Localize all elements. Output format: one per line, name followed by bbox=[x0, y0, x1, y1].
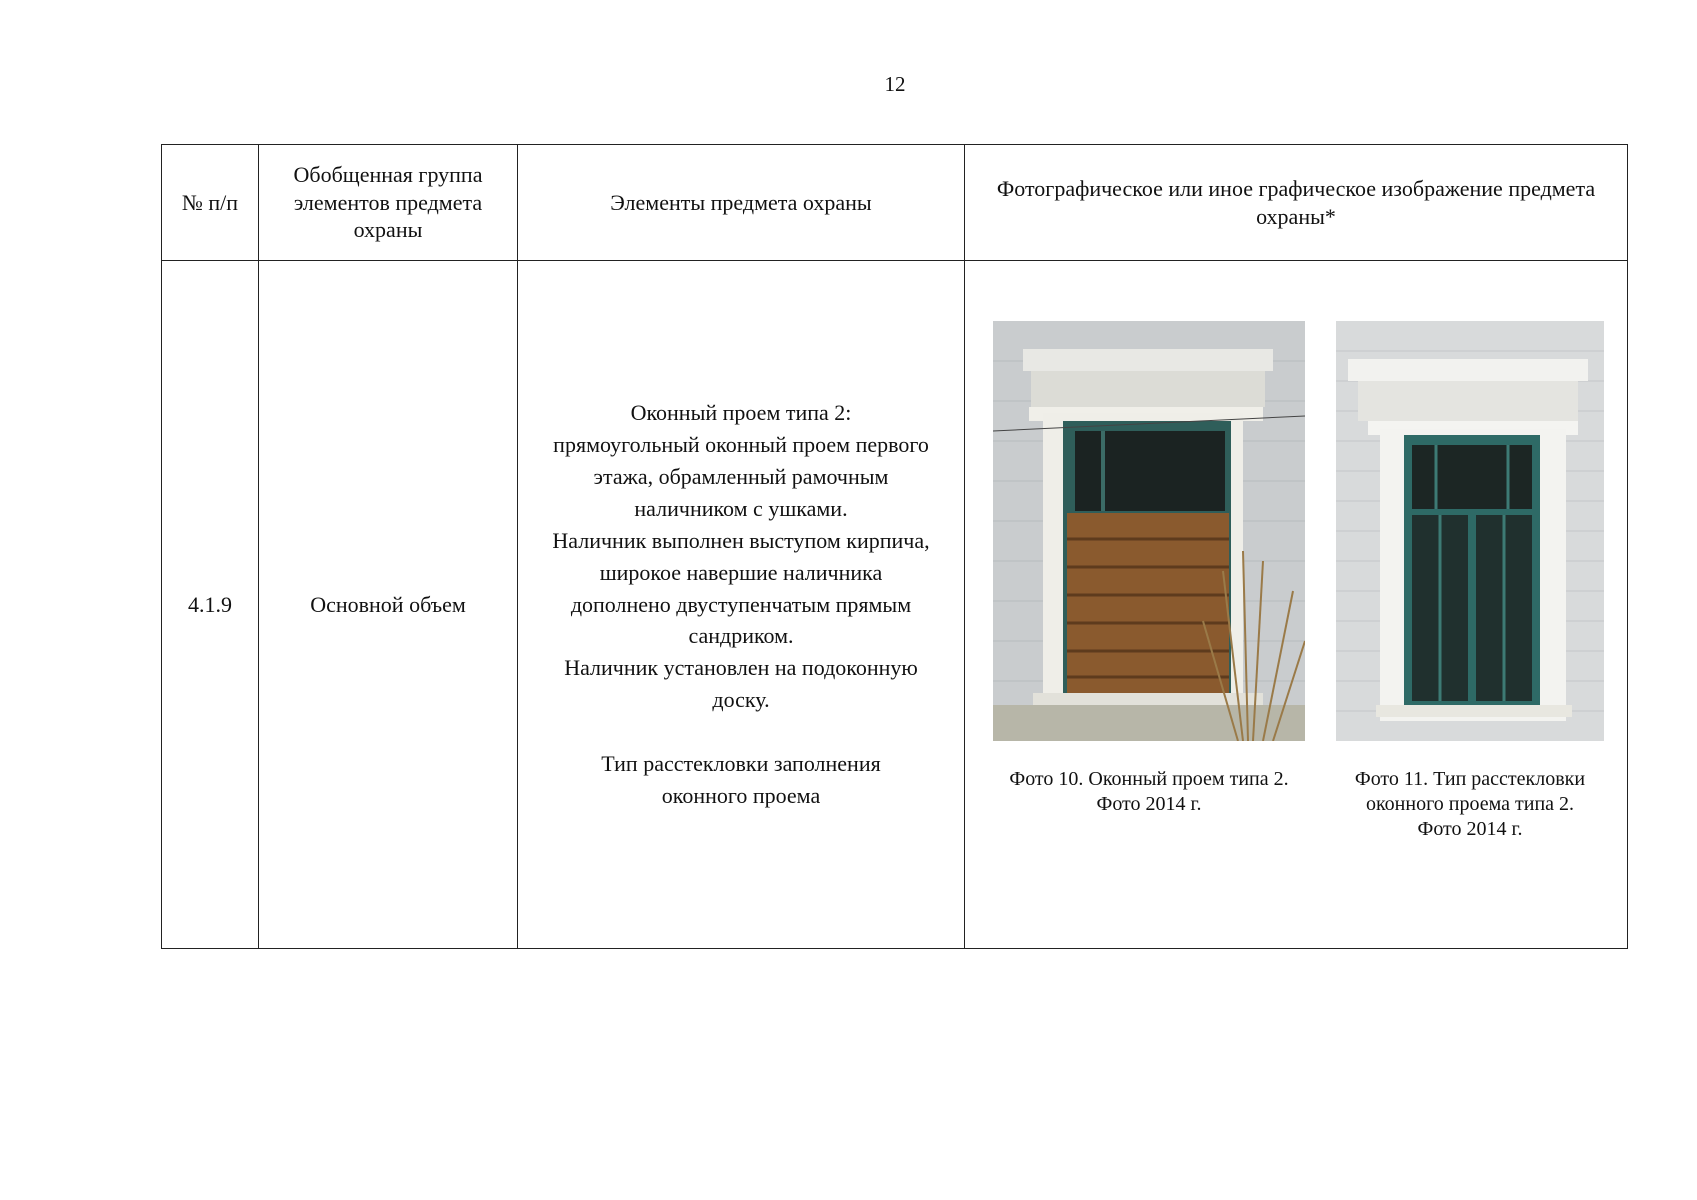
row-number: 4.1.9 bbox=[162, 261, 259, 949]
description-line: наличником с ушками. bbox=[634, 495, 848, 521]
boarded-window-photo-icon bbox=[993, 321, 1305, 741]
description-line: сандриком. bbox=[688, 623, 794, 649]
description-line: Оконный проем типа 2: bbox=[630, 400, 852, 426]
header-elements: Элементы предмета охраны bbox=[518, 145, 965, 261]
page-number: 12 bbox=[884, 72, 906, 96]
row-group: Основной объем bbox=[259, 261, 518, 949]
table-row bbox=[162, 261, 1628, 949]
glazed-window-photo-icon bbox=[1336, 321, 1604, 741]
description-line: этажа, обрамленный рамочным bbox=[593, 463, 889, 489]
description-line: доску. bbox=[712, 687, 770, 713]
description-line: прямоугольный оконный проем первого bbox=[553, 432, 929, 458]
description-line: широкое навершие наличника bbox=[599, 559, 883, 585]
header-group: Обобщенная группа элементов предмета охраны bbox=[259, 145, 518, 261]
photo-caption-line: Фото 11. Тип расстекловки bbox=[1354, 768, 1586, 790]
photo-caption-line: Фото 10. Оконный проем типа 2. bbox=[1009, 768, 1289, 790]
photo-10-block bbox=[993, 321, 1305, 842]
protection-table bbox=[161, 144, 1628, 949]
row-photos bbox=[965, 261, 1628, 949]
description-line: Наличник установлен на подоконную bbox=[564, 655, 918, 681]
description-line: дополнено двуступенчатым прямым bbox=[570, 591, 912, 617]
row-description bbox=[518, 261, 965, 949]
photo-caption-line: Фото 2014 г. bbox=[1096, 793, 1202, 815]
header-image: Фотографическое или иное графическое изображение предмета охраны* bbox=[965, 145, 1628, 261]
photo-11-block bbox=[1336, 321, 1604, 842]
photo-caption-line: Фото 2014 г. bbox=[1417, 818, 1523, 840]
photo-caption-line: оконного проема типа 2. bbox=[1365, 793, 1575, 815]
description-line: Тип расстекловки заполнения bbox=[601, 751, 881, 777]
description-line: оконного проема bbox=[661, 782, 821, 808]
header-number: № п/п bbox=[162, 145, 259, 261]
table-header-row bbox=[162, 145, 1628, 261]
description-line: Наличник выполнен выступом кирпича, bbox=[552, 527, 930, 553]
